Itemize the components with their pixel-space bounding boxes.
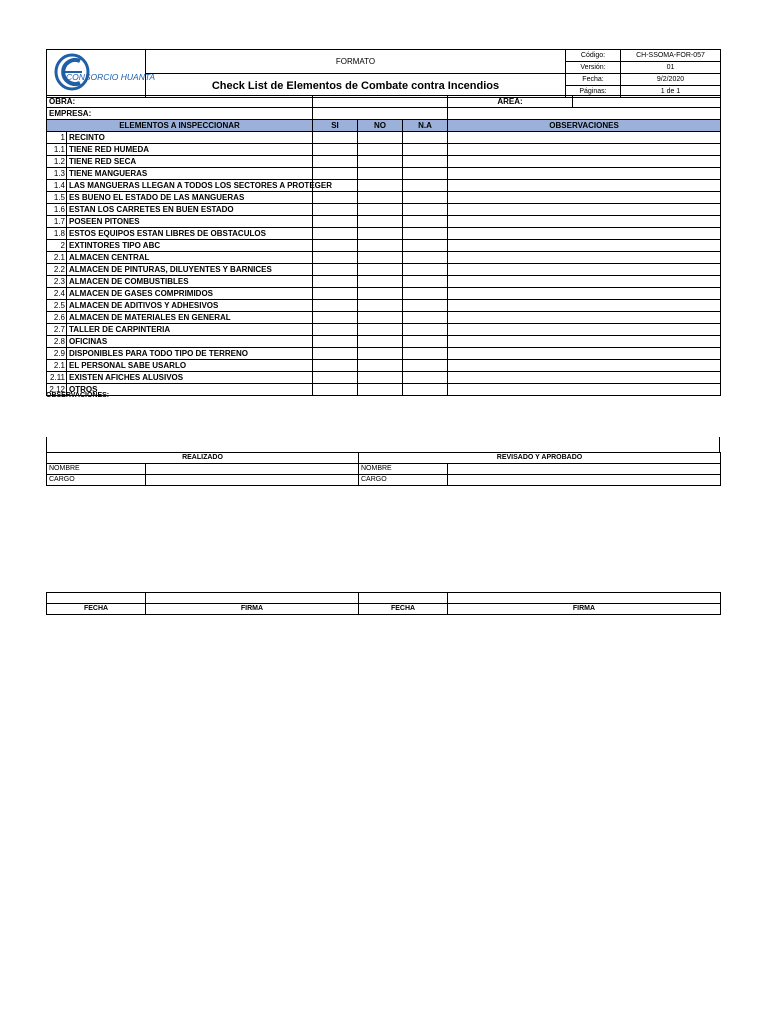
consorcio-huanta-logo-icon — [50, 51, 156, 93]
no-cell[interactable] — [358, 192, 403, 204]
observaciones-cell[interactable] — [448, 252, 721, 264]
table-row — [47, 204, 721, 216]
na-cell[interactable] — [403, 168, 448, 180]
row-label: ESTAN LOS CARRETES EN BUEN ESTADO — [67, 204, 313, 216]
si-cell[interactable] — [313, 156, 358, 168]
observaciones-cell[interactable] — [448, 240, 721, 252]
row-number: 1.8 — [47, 228, 67, 240]
obra-label: OBRA: — [47, 96, 313, 108]
no-cell[interactable] — [358, 264, 403, 276]
observaciones-cell[interactable] — [448, 372, 721, 384]
row-label: TIENE MANGUERAS — [67, 168, 313, 180]
si-cell[interactable] — [313, 336, 358, 348]
row-number: 2.1 — [47, 360, 67, 372]
row-label: DISPONIBLES PARA TODO TIPO DE TERRENO — [67, 348, 313, 360]
observaciones-cell[interactable] — [448, 144, 721, 156]
revisado-nombre-field[interactable] — [448, 464, 721, 475]
row-label: ES BUENO EL ESTADO DE LAS MANGUERAS — [67, 192, 313, 204]
si-cell[interactable] — [313, 168, 358, 180]
na-cell[interactable] — [403, 192, 448, 204]
no-cell[interactable] — [358, 300, 403, 312]
si-cell[interactable] — [313, 240, 358, 252]
no-cell[interactable] — [358, 384, 403, 396]
observaciones-cell[interactable] — [448, 228, 721, 240]
row-number: 2.5 — [47, 300, 67, 312]
row-number: 1.6 — [47, 204, 67, 216]
observaciones-box[interactable] — [46, 437, 720, 453]
na-cell[interactable] — [403, 264, 448, 276]
revisado-header: REVISADO Y APROBADO — [359, 453, 721, 464]
row-label: EL PERSONAL SABE USARLO — [67, 360, 313, 372]
na-cell[interactable] — [403, 312, 448, 324]
no-cell[interactable] — [358, 324, 403, 336]
col-header-na: N.A — [403, 120, 448, 132]
table-row — [47, 144, 721, 156]
no-cell[interactable] — [358, 288, 403, 300]
si-cell[interactable] — [313, 324, 358, 336]
na-cell[interactable] — [403, 336, 448, 348]
meta-value: 9/2/2020 — [621, 74, 721, 86]
firma-label: FIRMA — [448, 604, 721, 615]
row-number: 2 — [47, 240, 67, 252]
observaciones-cell[interactable] — [448, 180, 721, 192]
na-cell[interactable] — [403, 372, 448, 384]
observaciones-label: OBSERVACIONES: — [46, 392, 110, 399]
observaciones-cell[interactable] — [448, 276, 721, 288]
observaciones-cell[interactable] — [448, 288, 721, 300]
na-cell[interactable] — [403, 384, 448, 396]
na-cell[interactable] — [403, 204, 448, 216]
table-row — [47, 336, 721, 348]
table-row — [47, 192, 721, 204]
row-number: 1.7 — [47, 216, 67, 228]
table-row — [47, 324, 721, 336]
row-number: 2.1 — [47, 252, 67, 264]
no-cell[interactable] — [358, 132, 403, 144]
no-cell[interactable] — [358, 312, 403, 324]
row-label: OFICINAS — [67, 336, 313, 348]
realizado-firma-field[interactable] — [146, 593, 359, 604]
na-cell[interactable] — [403, 132, 448, 144]
observaciones-cell[interactable] — [448, 192, 721, 204]
table-row — [47, 264, 721, 276]
no-cell[interactable] — [358, 240, 403, 252]
row-number: 2.8 — [47, 336, 67, 348]
si-cell[interactable] — [313, 228, 358, 240]
row-number: 1 — [47, 132, 67, 144]
no-cell[interactable] — [358, 216, 403, 228]
si-cell[interactable] — [313, 252, 358, 264]
no-cell[interactable] — [358, 336, 403, 348]
empresa-label: EMPRESA: — [47, 108, 313, 120]
inspection-table — [46, 95, 721, 396]
observaciones-cell[interactable] — [448, 336, 721, 348]
nombre-label: NOMBRE — [47, 464, 146, 475]
no-cell[interactable] — [358, 168, 403, 180]
na-cell[interactable] — [403, 348, 448, 360]
empresa-extra-field[interactable] — [448, 108, 721, 120]
row-number: 1.4 — [47, 180, 67, 192]
row-number: 2.9 — [47, 348, 67, 360]
meta-label: Versión: — [566, 62, 621, 74]
company-logo — [47, 50, 156, 98]
na-cell[interactable] — [403, 324, 448, 336]
observaciones-cell[interactable] — [448, 204, 721, 216]
revisado-firma-field[interactable] — [448, 593, 721, 604]
table-row — [47, 228, 721, 240]
col-header-si: SI — [313, 120, 358, 132]
format-label: FORMATO — [146, 50, 566, 74]
table-row — [47, 360, 721, 372]
inspection-rows — [47, 132, 721, 396]
na-cell[interactable] — [403, 300, 448, 312]
na-cell[interactable] — [403, 360, 448, 372]
observaciones-cell[interactable] — [448, 384, 721, 396]
row-number: 2.12 — [47, 384, 67, 396]
si-cell[interactable] — [313, 312, 358, 324]
si-cell[interactable] — [313, 348, 358, 360]
si-cell[interactable] — [313, 132, 358, 144]
row-label: OTROS — [67, 384, 313, 396]
si-cell[interactable] — [313, 276, 358, 288]
row-label: ESTOS EQUIPOS ESTAN LIBRES DE OBSTACULOS — [67, 228, 313, 240]
observaciones-cell[interactable] — [448, 348, 721, 360]
no-cell[interactable] — [358, 204, 403, 216]
row-number: 1.3 — [47, 168, 67, 180]
si-cell[interactable] — [313, 204, 358, 216]
realizado-fecha-field[interactable] — [47, 593, 146, 604]
document-title: Check List de Elementos de Combate contra Incendios — [146, 74, 566, 98]
table-row — [47, 168, 721, 180]
realizado-cargo-field[interactable] — [146, 475, 359, 486]
table-row — [47, 372, 721, 384]
na-cell[interactable] — [403, 144, 448, 156]
signature-names-table — [46, 452, 721, 486]
no-cell[interactable] — [358, 276, 403, 288]
row-label: POSEEN PITONES — [67, 216, 313, 228]
na-cell[interactable] — [403, 288, 448, 300]
signature-dates-table — [46, 592, 721, 615]
row-number: 2.2 — [47, 264, 67, 276]
observaciones-cell[interactable] — [448, 360, 721, 372]
na-cell[interactable] — [403, 240, 448, 252]
observaciones-cell[interactable] — [448, 168, 721, 180]
no-cell[interactable] — [358, 360, 403, 372]
si-cell[interactable] — [313, 300, 358, 312]
si-cell[interactable] — [313, 264, 358, 276]
row-label: EXTINTORES TIPO ABC — [67, 240, 313, 252]
table-row — [47, 288, 721, 300]
realizado-nombre-field[interactable] — [146, 464, 359, 475]
row-number: 1.2 — [47, 156, 67, 168]
na-cell[interactable] — [403, 180, 448, 192]
row-label: ALMACEN DE GASES COMPRIMIDOS — [67, 288, 313, 300]
table-row — [47, 180, 721, 192]
row-label: TIENE RED SECA — [67, 156, 313, 168]
row-label: RECINTO — [67, 132, 313, 144]
row-number: 2.3 — [47, 276, 67, 288]
meta-label: Código: — [566, 50, 621, 62]
na-cell[interactable] — [403, 156, 448, 168]
row-label: LAS MANGUERAS LLEGAN A TODOS LOS SECTORES A PROTEGER — [67, 180, 313, 192]
meta-value: 01 — [621, 62, 721, 74]
si-cell[interactable] — [313, 144, 358, 156]
meta-label: Páginas: — [566, 86, 621, 98]
table-header-row — [47, 120, 721, 132]
row-number: 1.1 — [47, 144, 67, 156]
area-label: AREA: — [448, 96, 573, 108]
observaciones-cell[interactable] — [448, 324, 721, 336]
observaciones-cell[interactable] — [448, 216, 721, 228]
row-number: 2.6 — [47, 312, 67, 324]
table-row — [47, 132, 721, 144]
table-row — [47, 348, 721, 360]
row-label: ALMACEN DE COMBUSTIBLES — [67, 276, 313, 288]
observaciones-cell[interactable] — [448, 156, 721, 168]
obra-field[interactable] — [313, 96, 448, 108]
row-label: ALMACEN DE MATERIALES EN GENERAL — [67, 312, 313, 324]
no-cell[interactable] — [358, 348, 403, 360]
revisado-cargo-field[interactable] — [448, 475, 721, 486]
si-cell[interactable] — [313, 384, 358, 396]
firma-label: FIRMA — [146, 604, 359, 615]
row-label: EXISTEN AFICHES ALUSIVOS — [67, 372, 313, 384]
row-label: TALLER DE CARPINTERIA — [67, 324, 313, 336]
row-label: ALMACEN CENTRAL — [67, 252, 313, 264]
row-label: TIENE RED HUMEDA — [67, 144, 313, 156]
na-cell[interactable] — [403, 276, 448, 288]
meta-label: Fecha: — [566, 74, 621, 86]
table-row — [47, 240, 721, 252]
realizado-header: REALIZADO — [47, 453, 359, 464]
si-cell[interactable] — [313, 372, 358, 384]
si-cell[interactable] — [313, 216, 358, 228]
no-cell[interactable] — [358, 252, 403, 264]
cargo-label: CARGO — [359, 475, 448, 486]
si-cell[interactable] — [313, 288, 358, 300]
table-row — [47, 216, 721, 228]
no-cell[interactable] — [358, 372, 403, 384]
revisado-fecha-field[interactable] — [359, 593, 448, 604]
cargo-label: CARGO — [47, 475, 146, 486]
row-number: 2.4 — [47, 288, 67, 300]
row-label: ALMACEN DE PINTURAS, DILUYENTES Y BARNICES — [67, 264, 313, 276]
area-field[interactable] — [573, 96, 721, 108]
si-cell[interactable] — [313, 192, 358, 204]
nombre-label: NOMBRE — [359, 464, 448, 475]
no-cell[interactable] — [358, 156, 403, 168]
table-row — [47, 276, 721, 288]
observaciones-cell[interactable] — [448, 300, 721, 312]
table-row — [47, 312, 721, 324]
observaciones-cell[interactable] — [448, 312, 721, 324]
table-row — [47, 156, 721, 168]
observaciones-cell[interactable] — [448, 132, 721, 144]
table-row — [47, 300, 721, 312]
na-cell[interactable] — [403, 228, 448, 240]
fecha-label: FECHA — [47, 604, 146, 615]
si-cell[interactable] — [313, 360, 358, 372]
fecha-label: FECHA — [359, 604, 448, 615]
row-number: 2.11 — [47, 372, 67, 384]
col-header-elementos: ELEMENTOS A INSPECCIONAR — [47, 120, 313, 132]
no-cell[interactable] — [358, 180, 403, 192]
document-header — [46, 49, 721, 98]
no-cell[interactable] — [358, 228, 403, 240]
svg-text:CONSORCIO HUANTA: CONSORCIO HUANTA — [66, 72, 156, 82]
col-header-no: NO — [358, 120, 403, 132]
row-label: ALMACEN DE ADITIVOS Y ADHESIVOS — [67, 300, 313, 312]
meta-value: 1 de 1 — [621, 86, 721, 98]
row-number: 1.5 — [47, 192, 67, 204]
no-cell[interactable] — [358, 144, 403, 156]
empresa-field[interactable] — [313, 108, 448, 120]
table-row — [47, 384, 721, 396]
na-cell[interactable] — [403, 252, 448, 264]
meta-value: CH-SSOMA-FOR-057 — [621, 50, 721, 62]
na-cell[interactable] — [403, 216, 448, 228]
table-row — [47, 252, 721, 264]
col-header-observaciones: OBSERVACIONES — [448, 120, 721, 132]
row-number: 2.7 — [47, 324, 67, 336]
observaciones-cell[interactable] — [448, 264, 721, 276]
